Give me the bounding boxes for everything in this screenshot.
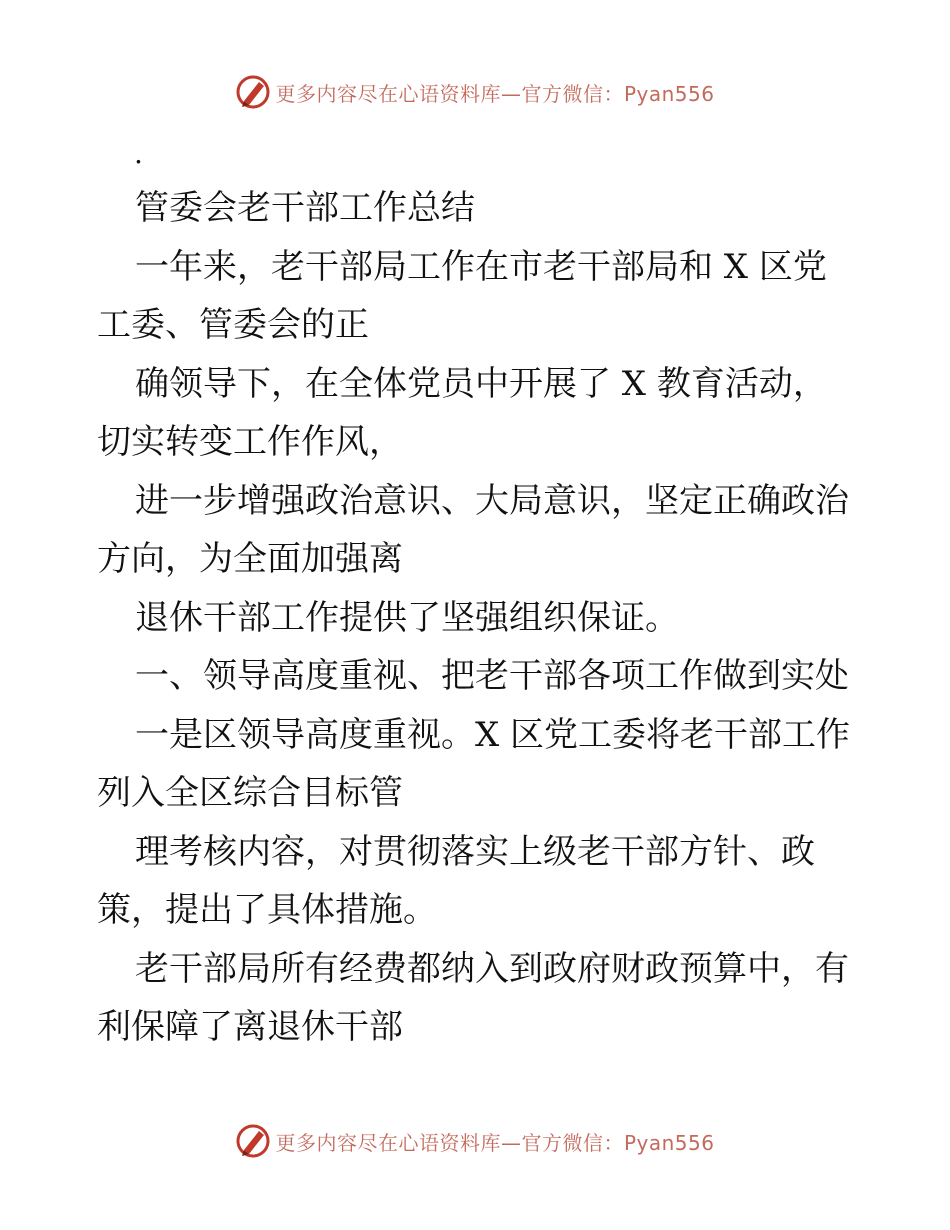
section-heading: 一、领导高度重视、把老干部各项工作做到实处: [135, 656, 849, 696]
document-title: 管委会老干部工作总结: [135, 188, 475, 228]
paragraph-line: 策，提出了具体措施。: [97, 890, 437, 930]
paragraph-line: 方向，为全面加强离: [97, 539, 403, 579]
paragraph-line: 工委、管委会的正: [97, 305, 369, 345]
pen-logo-icon: [235, 1123, 271, 1159]
document-body: [0, 183, 950, 1061]
paragraph-line: 切实转变工作作风，: [97, 422, 403, 462]
paragraph-line: 一年来，老干部局工作在市老干部局和 X 区党: [135, 246, 827, 287]
header-banner: [0, 72, 950, 112]
paragraph-line: 利保障了离退休干部: [97, 1007, 403, 1047]
paragraph-line: 确领导下，在全体党员中开展了 X 教育活动，: [135, 363, 827, 404]
paragraph-line: 老干部局所有经费都纳入到政府财政预算中，有: [135, 948, 849, 989]
footer-banner-text: 更多内容尽在心语资料库—官方微信：Pyan556: [275, 1130, 715, 1155]
paragraph-line: 进一步增强政治意识、大局意识，坚定正确政治: [135, 480, 849, 521]
footer-banner: [0, 1121, 950, 1161]
bullet-dot: .: [134, 137, 143, 170]
pen-logo-icon: [235, 74, 271, 110]
paragraph-line: 退休干部工作提供了坚强组织保证。: [135, 597, 679, 638]
paragraph-line: 理考核内容，对贯彻落实上级老干部方针、政: [135, 831, 815, 872]
paragraph-line: 一是区领导高度重视。X 区党工委将老干部工作: [135, 714, 851, 755]
header-banner-text: 更多内容尽在心语资料库—官方微信：Pyan556: [275, 81, 715, 106]
paragraph-line: 列入全区综合目标管: [97, 773, 403, 813]
